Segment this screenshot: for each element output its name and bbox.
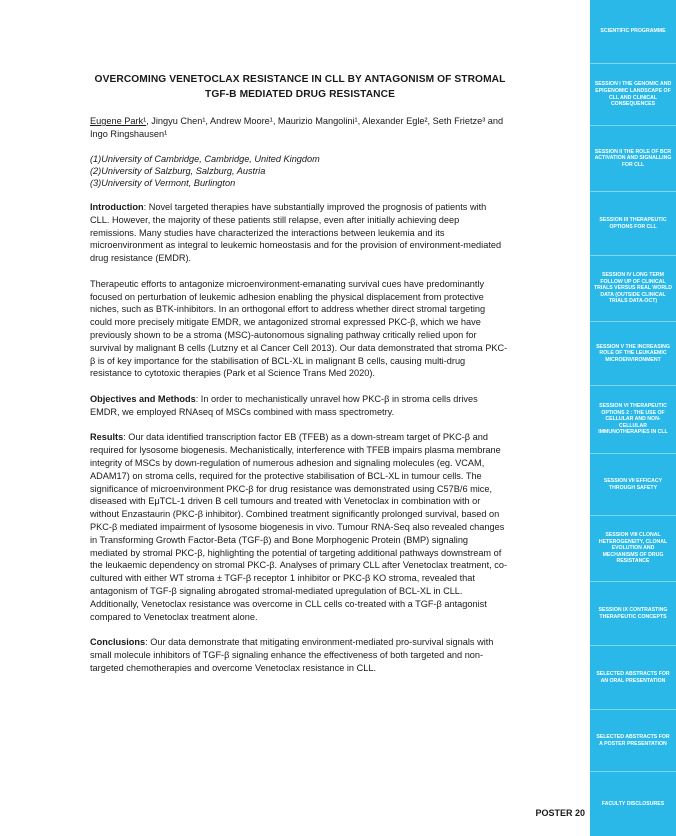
affiliation-1: (1)University of Cambridge, Cambridge, United Kingdom (90, 154, 320, 164)
conclusions-heading: Conclusions (90, 637, 146, 648)
title-line-1: OVERCOMING VENETOCLAX RESISTANCE IN CLL BY ANTAGONISM OF STROMAL (94, 74, 506, 85)
nav-session-7[interactable]: SESSION VII EFFICACY THROUGH SAFETY (590, 454, 676, 516)
nav-oral-abstracts[interactable]: SELECTED ABSTRACTS FOR AN ORAL PRESENTATION (590, 646, 676, 710)
co-authors: , Jingyu Chen¹, Andrew Moore¹, Maurizio Mangolini¹, Alexander Egle², Seth Frietze³ and Ingo Ringshausen¹ (90, 116, 504, 139)
conclusions-paragraph (90, 636, 508, 674)
abstract-title (90, 72, 510, 102)
objectives-heading: Objectives and Methods (90, 393, 196, 404)
nav-poster-abstracts[interactable]: SELECTED ABSTRACTS FOR A POSTER PRESENTATION (590, 710, 676, 772)
nav-scientific-programme[interactable]: SCIENTIFIC PROGRAMME (590, 0, 676, 64)
conclusions-text: : Our data demonstrate that mitigating environment-mediated pro-survival signals with small molecule inhibitors of TGF-β signaling enhance the effectiveness of both targeted and non-targeted chemotherapies and overcome Venetoclax resistance in CLL. (90, 637, 494, 673)
affiliations (90, 153, 510, 189)
results-paragraph (90, 431, 508, 623)
nav-session-6[interactable]: SESSION VI THERAPEUTIC OPTIONS 2 : THE USE OF CELLULAR AND NON-CELLULAR IMMUNOTHERAPIES IN CLL (590, 386, 676, 454)
nav-faculty-disclosures[interactable]: FACULTY DISCLOSURES (601, 800, 665, 807)
nav-session-3[interactable]: SESSION III THERAPEUTIC OPTIONS FOR CLL (590, 192, 676, 256)
nav-session-1[interactable]: SESSION I THE GENOMIC AND EPIGENOMIC LANDSCAPE OF CLL AND CLINICAL CONSEQUENCES (590, 64, 676, 126)
abstract-body (90, 201, 508, 687)
introduction-heading: Introduction (90, 202, 144, 212)
introduction-paragraph (90, 201, 508, 265)
title-line-2: TGF-B MEDIATED DRUG RESISTANCE (205, 89, 395, 100)
nav-session-8[interactable]: SESSION VIII CLONAL HETEROGENEITY, CLONAL EVOLUTION AND MECHANISMS OF DRUG RESISTANCE (590, 516, 676, 582)
session-navigation-sidebar (590, 0, 676, 836)
poster-number: POSTER 20 (535, 808, 585, 818)
author-list (90, 115, 510, 141)
presenting-author: Eugene Park¹ (90, 116, 147, 126)
results-text: : Our data identified transcription factor EB (TFEB) as a down-stream target of PKC-β and required for lysosome biogenesis. Mechanistically, interference with TFEB impairs plasma membrane integrity of MSCs by down-regulation of numerous adhesion and signaling molecules (eg. VCAM, ADAM17) on stroma cells, required for the protective stabilisation of BCL-XL in tumour cells. The significance of microenvironment PKC-β for drug resistance was demonstrated using C57B/6 mice, diseased with EμTCL-1 driven B cell tumours and treated with Venetoclax in combination with or without Enzastaurin (PKC-β inhibitor). Combined treatment significantly prolonged survival, based on PKC-β mediated impairment of lysosome biogenesis in vivo. Tumour RNA-Seq also revealed changes in Transforming Growth Factor-Beta (TGF-β) and Bone Morphogenic Protein (BMP) signaling mediated by stromal PKC-β, highlighting the potential of targeting additional pathways downstream of the leukaemic dependency on stromal PKC-β. Analyses of primary CLL after Venetoclax treatment, co-cultured with either WT stroma ± TGF-β receptor 1 inhibitor or PKC-β KO stroma, revealed that antagonism of TGF-β signaling abrogated stromal-mediated upregulation of BCL-XL in CLL. Additionally, Venetoclax resistance was overcome in CLL cells co-treated with a TGF-β antagonist compared to Venetoclax treatment alone. (90, 432, 508, 622)
nav-session-4[interactable]: SESSION IV LONG TERM FOLLOW UP OF CLINICAL TRIALS VERSUS REAL WORLD DATA (OUTSIDE CLINICAL TRIALS DATA-OCT) (590, 256, 676, 322)
affiliation-3: (3)University of Vermont, Burlington (90, 178, 236, 188)
introduction-text: : Novel targeted therapies have substantially improved the prognosis of patients with CLL. However, the majority of these patients still relapse, even after initially achieving deep remissions. Many studies have characterized the interactions between leukemia and its microenvironment as integral to leukemic homeostasis and for the provision of environment-mediated drug resistance (EMDR). (90, 202, 502, 264)
nav-session-5[interactable]: SESSION V THE INCREASING ROLE OF THE LEUKAEMIC MICROENVIRONMENT (590, 322, 676, 386)
objectives-text: : In order to mechanistically unravel how PKC-β in stroma cells drives EMDR, we employed RNAseq of MSCs combined with mass spectrometry. (90, 393, 478, 417)
nav-session-9[interactable]: SESSION IX CONTRASTING THERAPEUTIC CONCEPTS (590, 582, 676, 646)
therapeutic-efforts-paragraph: Therapeutic efforts to antagonize microenvironment-emanating survival cues have predominantly focused on perturbation of leukemic adhesion enabling the physical displacement from protective niches, such as BTK-inhibitors. In an orthogonal effort to address whether direct stromal targeting could more precisely mitigate EMDR, we antagonized stromal expressed PKC-β, which we have previously shown to be a stroma (MSC)-autonomous signaling pathway critically relied upon for survival by malignant B cells (Lutzny et al Cancer Cell 2013). Our data demonstrated that stroma PKC-β is of key importance for the stabilisation of BCL-XL in malignant B cells, causing multi-drug resistance to cytotoxic therapies (Park et al Science Trans Med 2020). (90, 278, 508, 379)
objectives-paragraph (90, 393, 508, 419)
affiliation-2: (2)University of Salzburg, Salzburg, Austria (90, 166, 266, 176)
nav-session-2[interactable]: SESSION II THE ROLE OF BCR ACTIVATION AND SIGNALLING FOR CLL (590, 126, 676, 192)
results-heading: Results (90, 432, 124, 443)
